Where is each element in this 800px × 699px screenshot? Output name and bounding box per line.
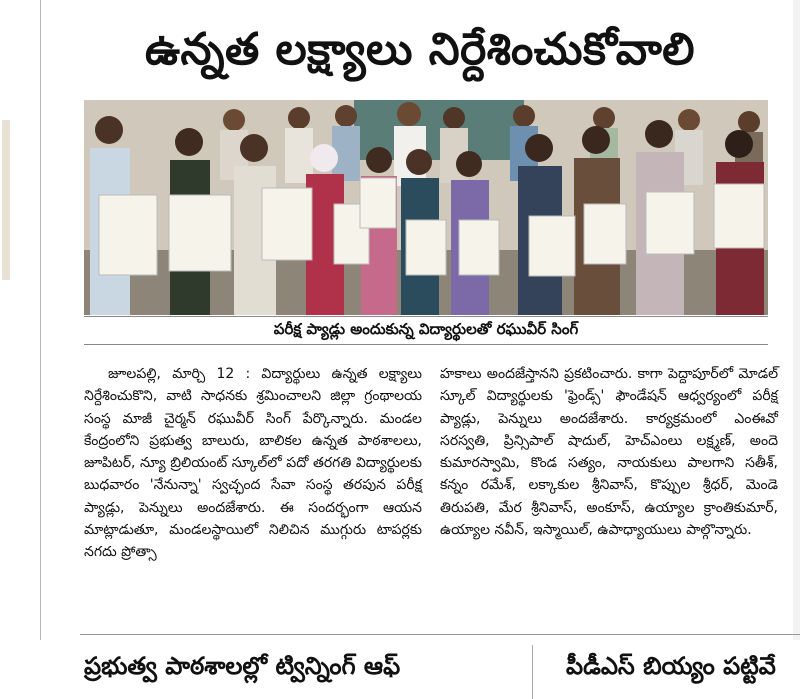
article-body-column-1: జూలపల్లి, మార్చి 12 : విద్యార్థులు ఉన్నత లక్ష్యాలు నిర్దేశించుకొని, వాటి సాధనకు శ్రమించాలని జిల్లా గ్రంథాలయ సంస్థ మాజీ చైర్మన్ రఘువీర్ సింగ్ పేర్కొన్నారు. మండల కేంద్రంలోని ప్రభుత్వ బాలురు, బాలికల ఉన్నత పాఠశాలలు, జూపిటర్, న్యూ బ్రిలియంట్ స్కూల్‌లో పదో తరగతి విద్యార్థులకు బుధవారం 'నేనున్నా' స్వచ్ఛంద సేవా సంస్థ తరపున పరీక్ష ప్యాడ్లు, పెన్నులు అందజేశారు. ఈ సందర్భంగా ఆయన మాట్లాడుతూ, మండలస్థాయిలో నిలిచిన ముగ్గురు టాపర్లకు నగదు ప్రోత్సా [84, 366, 422, 561]
article-body-column-2: హకాలు అందజేస్తానని ప్రకటించారు. కాగా పెద్దాపూర్‌లో మోడల్ స్కూల్ విద్యార్థులకు 'ఫ్రెండ్స్' ఫౌండేషన్ ఆధ్వర్యంలో పరీక్ష ప్యాడ్లు, పెన్నులు అందజేశారు. కార్యక్రమంలో ఎంఈవో సరస్వతి, ప్రిన్సిపాల్ షాదుల్, హెచ్‌ఎంలు లక్ష్మణ్, అందె కుమారస్వామి, కొండ సత్యం, నాయకులు పాలగాని సతీశ్, కన్నం రమేశ్, లక్కాకుల శ్రీనివాస్, కొప్పుల శ్రీధర్, మెండె తిరుపతి, మేర శ్రీనివాస్, అంకూస్, ఉయ్యాల క్రాంతికుమార్, ఉయ్యాల నవీన్, ఇస్మాయిల్, ఉపాధ్యాయులు పాల్గొన్నారు. [440, 366, 778, 539]
next-article-headline-right: పీడీఎస్ బియ్యం పట్టివే [566, 652, 776, 680]
group-photo-illustration [84, 100, 768, 315]
section-divider [80, 634, 800, 635]
article-headline: ఉన్నత లక్ష్యాలు నిర్దేశించుకోవాలి [144, 24, 696, 75]
next-article-headline-left: ప్రభుత్వ పాఠశాలల్లో ట్విన్నింగ్ ఆఫ్ [84, 652, 401, 680]
adjacent-column-fragment [2, 120, 10, 280]
news-photo [84, 100, 768, 315]
caption-rule-top [84, 316, 768, 317]
page-edge-right [793, 0, 800, 640]
column-divider-left [40, 0, 41, 640]
caption-rule-bottom [84, 344, 768, 345]
column-divider-bottom [532, 645, 533, 699]
adjacent-column-strip [0, 0, 40, 699]
photo-caption: పరీక్ష ప్యాడ్లు అందుకున్న విద్యార్థులతో రఘువీర్ సింగ్ [273, 320, 579, 338]
